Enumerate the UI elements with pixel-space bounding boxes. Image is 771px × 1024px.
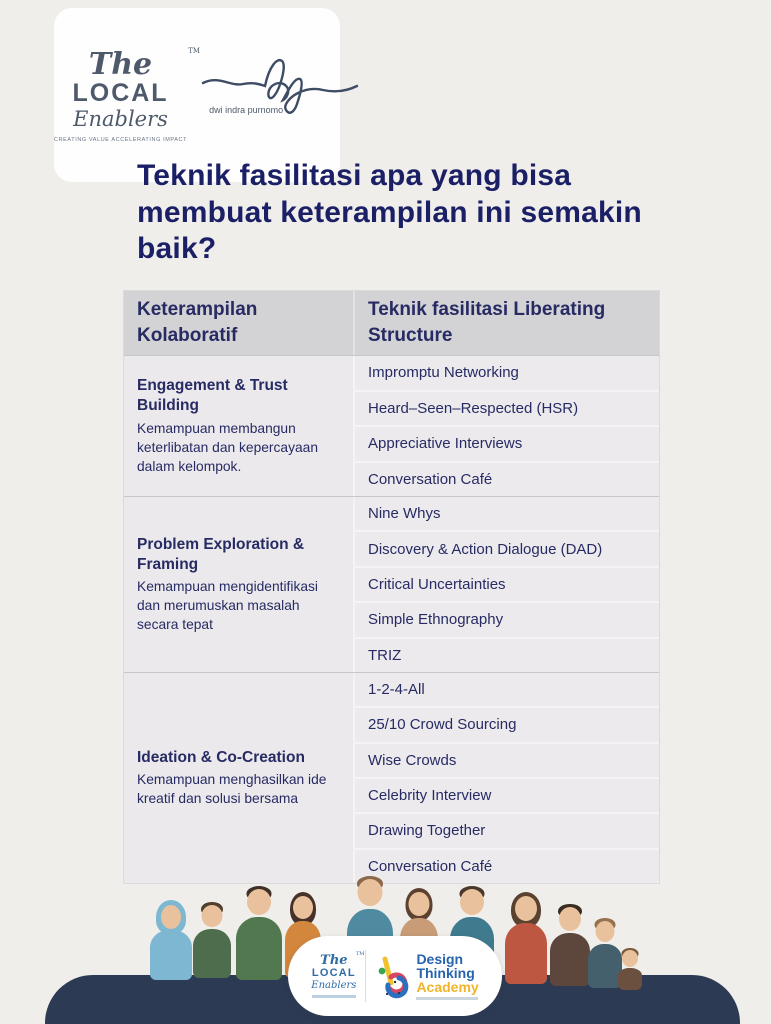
mini-brand-local: LOCAL xyxy=(311,967,356,979)
footer-logo-badge xyxy=(288,936,502,1016)
person-illustration xyxy=(236,886,282,980)
person-illustration xyxy=(588,918,622,988)
academy-academy: Academy xyxy=(416,979,479,996)
technique-list xyxy=(353,356,659,496)
mini-brand-tagline-bar xyxy=(312,995,356,998)
person-illustration xyxy=(550,904,590,986)
academy-thinking: Thinking xyxy=(416,964,475,981)
academy-tagline-bar xyxy=(416,997,478,1000)
technique-row: Impromptu Networking xyxy=(355,356,659,392)
skill-title: Problem Exploration & Framing xyxy=(137,535,305,573)
local-enablers-logo xyxy=(54,47,201,144)
page-title: Teknik fasilitasi apa yang bisa membuat keterampilan ini semakin baik? xyxy=(137,159,642,266)
skill-description: Kemampuan membangun keterlibatan dan kepercayaan dalam kelompok. xyxy=(137,420,319,474)
technique-row: Drawing Together xyxy=(355,814,659,849)
brand-enablers: Enablers xyxy=(73,107,168,132)
person-hijab-illustration xyxy=(150,900,192,980)
technique-row: Simple Ethnography xyxy=(355,603,659,638)
table-group-engagement xyxy=(124,355,659,496)
column-header-techniques: Teknik fasilitasi Liberating Structure xyxy=(353,291,659,355)
person-illustration xyxy=(505,892,547,984)
local-enablers-mini-logo xyxy=(311,951,365,998)
technique-row: Critical Uncertainties xyxy=(355,568,659,603)
technique-row: Discovery & Action Dialogue (DAD) xyxy=(355,532,659,567)
design-thinking-academy-logo xyxy=(375,952,478,1001)
technique-list xyxy=(353,673,659,883)
mini-brand-the: The xyxy=(320,953,348,968)
trademark-symbol: TM xyxy=(188,47,201,56)
table-group-ideation xyxy=(124,672,659,883)
brand-tagline: CREATING VALUE ACCELERATING IMPACT xyxy=(54,137,188,144)
technique-row: Conversation Café xyxy=(355,463,659,497)
skill-title: Ideation & Co-Creation xyxy=(137,748,305,766)
technique-row: Wise Crowds xyxy=(355,744,659,779)
technique-row: Appreciative Interviews xyxy=(355,427,659,463)
skills-table xyxy=(123,290,660,884)
technique-row: 25/10 Crowd Sourcing xyxy=(355,708,659,743)
mini-brand-enablers: Enablers xyxy=(311,980,357,991)
skill-title: Engagement & Trust Building xyxy=(137,377,288,415)
technique-row: Nine Whys xyxy=(355,497,659,532)
technique-row: TRIZ xyxy=(355,639,659,672)
academy-b-icon xyxy=(375,953,411,999)
table-group-problem xyxy=(124,496,659,672)
skill-cell xyxy=(124,673,353,883)
signature-block xyxy=(201,47,340,143)
skill-description: Kemampuan mengidentifikasi dan merumuskan masalah secara tepat xyxy=(137,579,318,633)
technique-row: Conversation Café xyxy=(355,850,659,883)
trademark-symbol: TM xyxy=(355,951,365,957)
brand-local: LOCAL xyxy=(72,79,169,108)
person-illustration xyxy=(618,948,642,990)
technique-row: Heard–Seen–Respected (HSR) xyxy=(355,392,659,428)
badge-divider xyxy=(365,950,366,1002)
skill-cell xyxy=(124,356,353,496)
academy-design: Design xyxy=(416,950,464,967)
technique-list xyxy=(353,497,659,672)
header-logo-card xyxy=(54,8,340,182)
signature-name: dwi indra purnomo xyxy=(209,105,284,115)
skill-description: Kemampuan menghasilkan ide kreatif dan solusi bersama xyxy=(137,772,327,807)
brand-the: The xyxy=(88,47,153,83)
technique-row: 1-2-4-All xyxy=(355,673,659,708)
table-header xyxy=(124,291,659,355)
technique-row: Celebrity Interview xyxy=(355,779,659,814)
column-header-skills: Keterampilan Kolaboratif xyxy=(137,299,258,346)
skill-cell xyxy=(124,497,353,672)
person-illustration xyxy=(193,902,231,978)
